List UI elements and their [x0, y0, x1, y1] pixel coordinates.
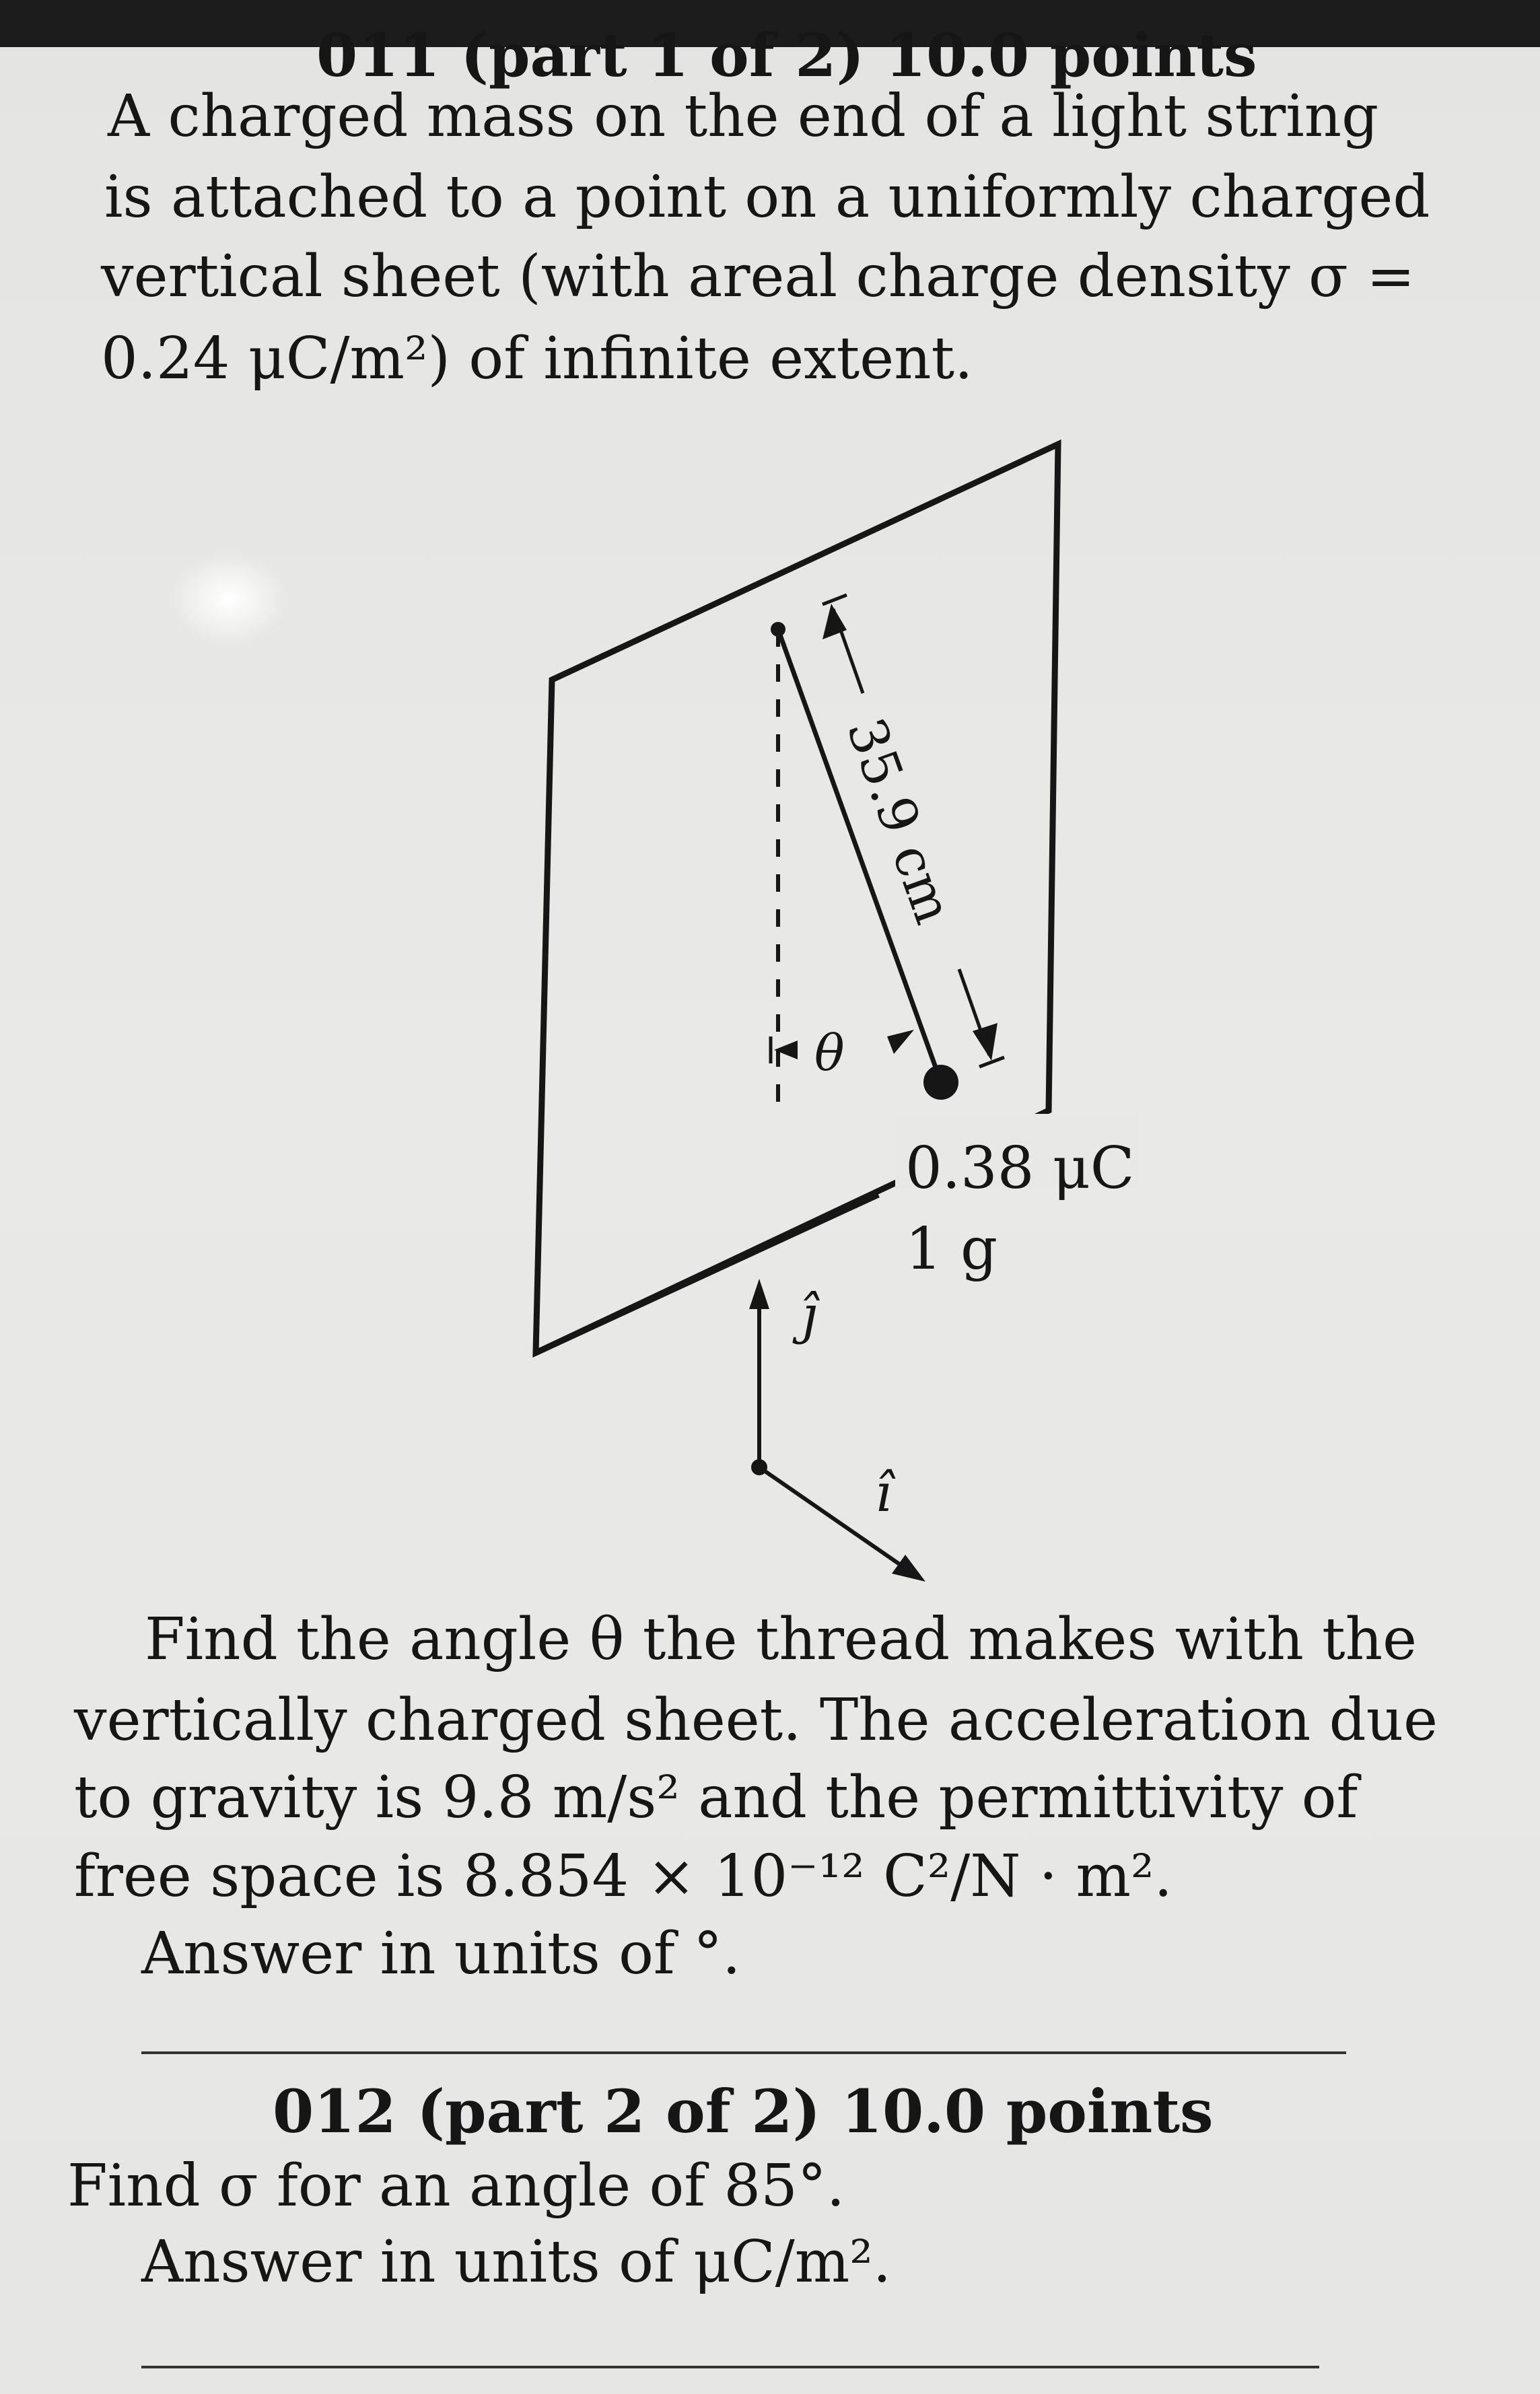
i-unit-label: î: [875, 1463, 892, 1524]
question-line-3: to gravity is 9.8 m/s² and the permittivity of: [74, 1764, 1358, 1831]
part2-heading: 012 (part 2 of 2) 10.0 points: [273, 2076, 1214, 2146]
question-line-2: vertically charged sheet. The acceleration due: [74, 1687, 1438, 1754]
part2-question: Find σ for an angle of 85°.: [67, 2152, 845, 2220]
charged-mass: [923, 1065, 958, 1100]
j-unit-label: ĵ: [801, 1285, 818, 1345]
intro-line-3: vertical sheet (with areal charge density σ =: [101, 243, 1415, 310]
intro-line-4: 0.24 μC/m²) of infinite extent.: [101, 325, 973, 392]
question-line-1: Find the angle θ the thread makes with the: [145, 1606, 1418, 1673]
angle-arrowhead-right: [887, 1030, 914, 1054]
angle-label: θ: [814, 1024, 845, 1082]
part1-heading: 011 (part 1 of 2) 10.0 points: [316, 20, 1257, 90]
intro-line-1: A charged mass on the end of a light string: [108, 83, 1379, 150]
length-tick-top: [823, 595, 847, 604]
length-label: 35.9 cm: [835, 710, 964, 931]
question-line-4: free space is 8.854 × 10⁻¹² C²/N · m².: [74, 1843, 1172, 1910]
j-arrowhead: [749, 1279, 769, 1309]
i-arrowhead: [892, 1555, 925, 1582]
mass-label: 1 g: [905, 1216, 998, 1283]
answer-rule-2: [141, 2366, 1319, 2368]
part2-answer-units: Answer in units of μC/m².: [141, 2228, 892, 2296]
part1-answer-units: Answer in units of °.: [141, 1920, 741, 1987]
answer-rule-1: [141, 2051, 1346, 2054]
intro-line-2: is attached to a point on a uniformly charged: [104, 164, 1430, 231]
length-tick-bottom: [979, 1057, 1004, 1067]
sheet-bottom-edge: [536, 1195, 878, 1353]
length-arrowhead-bottom: [973, 1023, 998, 1061]
charge-label: 0.38 μC: [905, 1135, 1135, 1202]
